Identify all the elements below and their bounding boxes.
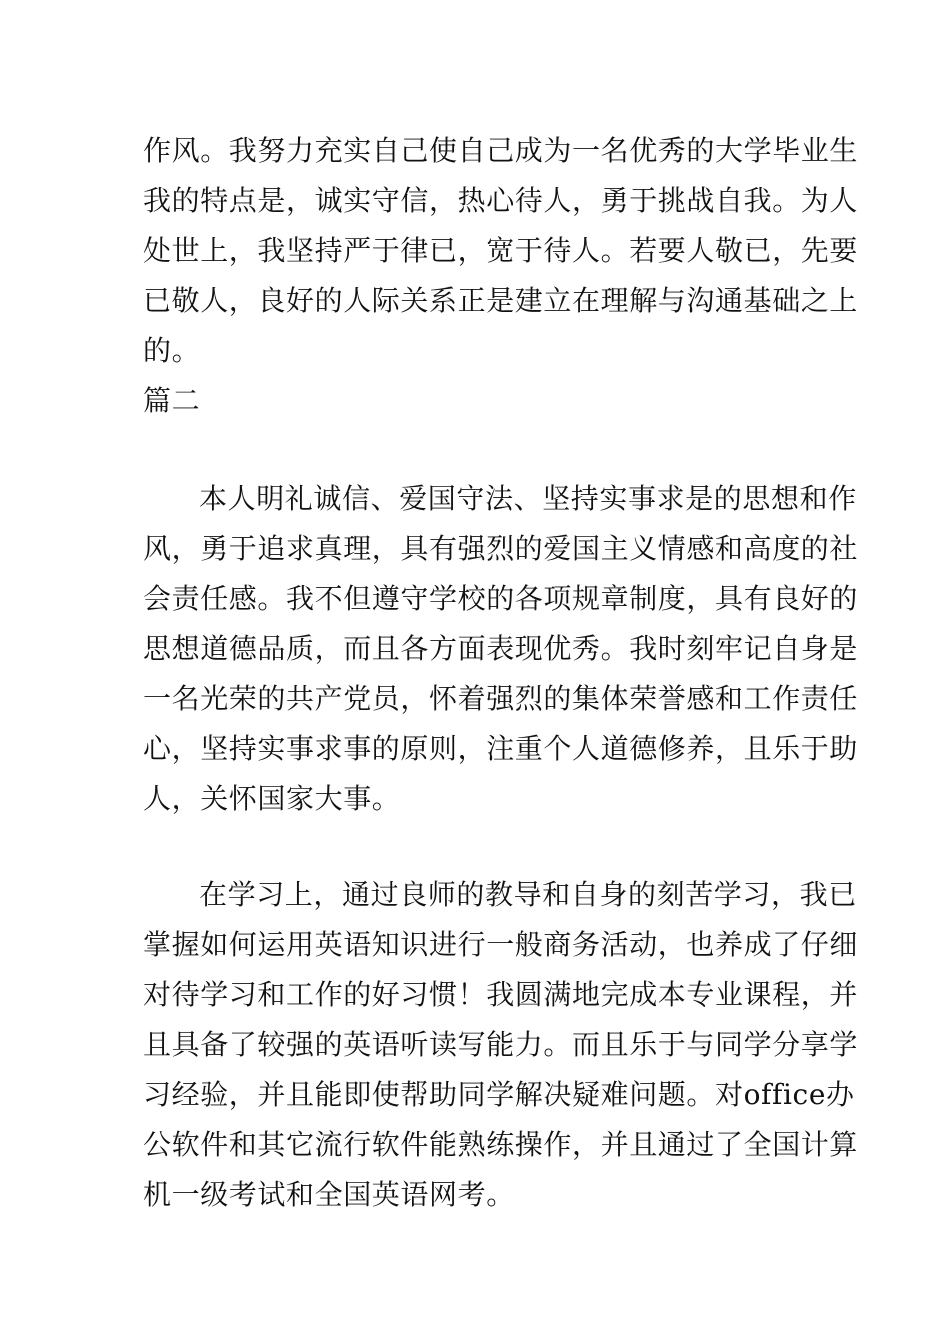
top-paragraph — [143, 126, 859, 376]
paragraph-2 — [143, 870, 859, 1220]
paragraph-line: 人，关怀国家大事。 — [143, 782, 401, 815]
section-heading: 篇二 — [143, 384, 201, 417]
paragraph-line: 在学习上，通过良师的教导和自身的刻苦学习，我已 — [199, 878, 857, 911]
paragraph-line: 会责任感。我不但遵守学校的各项规章制度，具有良好的 — [143, 582, 859, 615]
paragraph-1 — [143, 474, 859, 824]
paragraph-line: 掌握如何运用英语知识进行一般商务活动，也养成了仔细 — [143, 928, 859, 961]
paragraph-line: 处世上，我坚持严于律已，宽于待人。若要人敬已，先要 — [143, 234, 859, 267]
paragraph-line: 且具备了较强的英语听读写能力。而且乐于与同学分享学 — [143, 1028, 859, 1061]
paragraph-line: 对待学习和工作的好习惯！我圆满地完成本专业课程，并 — [143, 978, 859, 1011]
paragraph-line: 作风。我努力充实自己使自己成为一名优秀的大学毕业生 — [143, 134, 859, 167]
paragraph-line: 我的特点是，诚实守信，热心待人，勇于挑战自我。为人 — [143, 184, 859, 217]
paragraph-line: 已敬人，良好的人际关系正是建立在理解与沟通基础之上 — [143, 284, 859, 317]
paragraph-line: 机一级考试和全国英语网考。 — [143, 1178, 515, 1211]
paragraph-line: 思想道德品质，而且各方面表现优秀。我时刻牢记自身是 — [143, 632, 859, 665]
section-heading-block — [143, 376, 823, 426]
paragraph-line: 一名光荣的共产党员，怀着强烈的集体荣誉感和工作责任 — [143, 682, 859, 715]
paragraph-line: 的。 — [143, 334, 201, 367]
paragraph-line: 习经验，并且能即使帮助同学解决疑难问题。对office办 — [143, 1078, 855, 1111]
paragraph-line: 本人明礼诚信、爱国守法、坚持实事求是的思想和作 — [199, 482, 857, 515]
paragraph-line: 心，坚持实事求事的原则，注重个人道德修养，且乐于助 — [143, 732, 859, 765]
paragraph-line: 风，勇于追求真理，具有强烈的爱国主义情感和高度的社 — [143, 532, 859, 565]
paragraph-line: 公软件和其它流行软件能熟练操作，并且通过了全国计算 — [143, 1128, 859, 1161]
